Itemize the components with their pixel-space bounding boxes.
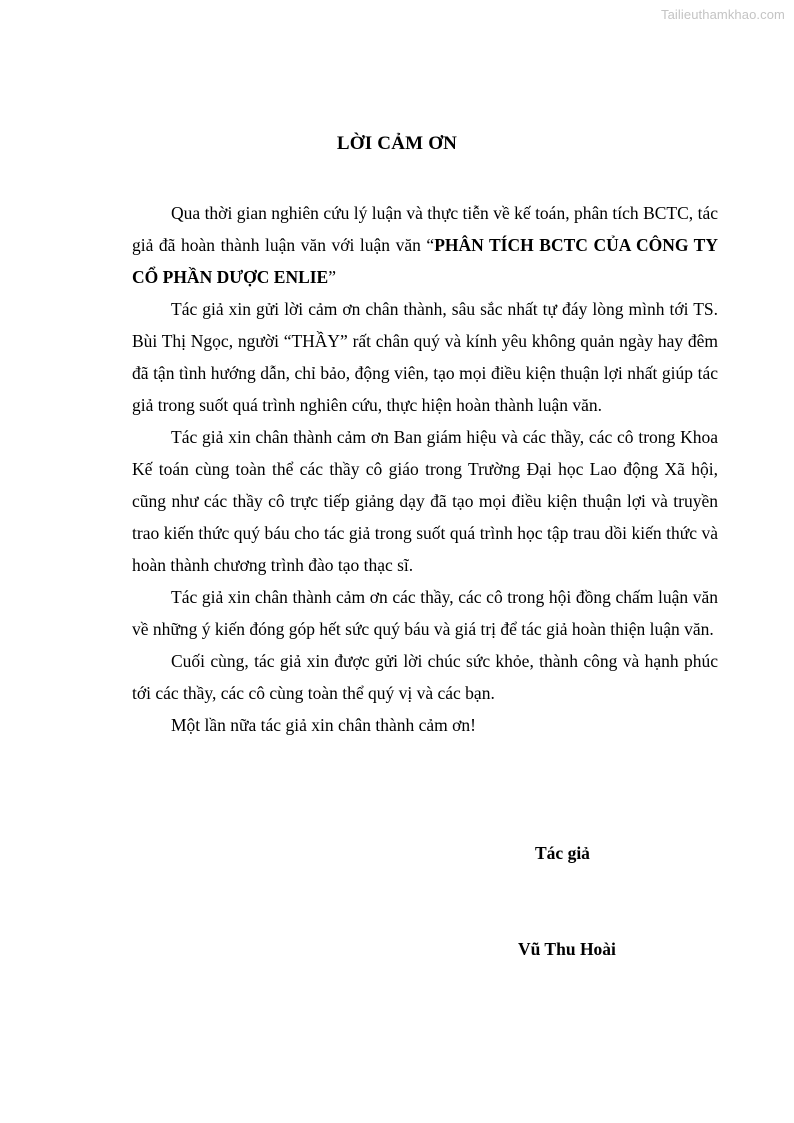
paragraph-wishes: Cuối cùng, tác giả xin được gửi lời chúc sức khỏe, thành công và hạnh phúc tới các thầy, các cô cùng toàn thể quý vị và các bạn. — [132, 651, 718, 703]
page-title: LỜI CẢM ƠN — [336, 133, 458, 154]
watermark-text: Tailieuthamkhao.com — [660, 7, 785, 22]
thesis-title: PHÂN TÍCH BCTC CỦA CÔNG TY CỔ PHẦN DƯỢC ENLIE — [132, 235, 718, 287]
paragraph-intro-text: Qua thời gian nghiên cứu lý luận và thực tiễn về kế toán, phân tích BCTC, tác giả đã hoàn thành luận văn với luận văn “ — [132, 203, 718, 255]
acknowledgement-body — [132, 197, 718, 741]
paragraph-supervisor: Tác giả xin gửi lời cảm ơn chân thành, sâu sắc nhất tự đáy lòng mình tới TS. Bùi Thị Ngọc, người “THẦY” rất chân quý và kính yêu không quản ngày hay đêm đã tận tình hướng dẫn, chỉ bảo, động viên, tạo mọi điều kiện thuận lợi nhất giúp tác giả trong suốt quá trình nghiên cứu, thực hiện hoàn thành luận văn. — [132, 299, 718, 415]
paragraph-committee: Tác giả xin chân thành cảm ơn các thầy, các cô trong hội đồng chấm luận văn về những ý kiến đóng góp hết sức quý báu và giá trị để tác giả hoàn thiện luận văn. — [132, 587, 718, 639]
signature-role: Tác giả — [535, 843, 590, 863]
paragraph-final-thanks: Một lần nữa tác giả xin chân thành cảm ơn! — [171, 715, 476, 735]
paragraph-intro — [132, 197, 718, 293]
signature-name: Vũ Thu Hoài — [518, 939, 616, 959]
closing-quote: ” — [328, 267, 337, 287]
paragraph-university: Tác giả xin chân thành cảm ơn Ban giám hiệu và các thầy, các cô trong Khoa Kế toán cùng toàn thể các thầy cô giáo trong Trường Đại học Lao động Xã hội, cũng như các thầy cô trực tiếp giảng dạy đã tạo mọi điều kiện thuận lợi và truyền trao kiến thức quý báu cho tác giả trong suốt quá trình học tập trau dồi kiến thức và hoàn thành chương trình đào tạo thạc sĩ. — [132, 427, 718, 575]
